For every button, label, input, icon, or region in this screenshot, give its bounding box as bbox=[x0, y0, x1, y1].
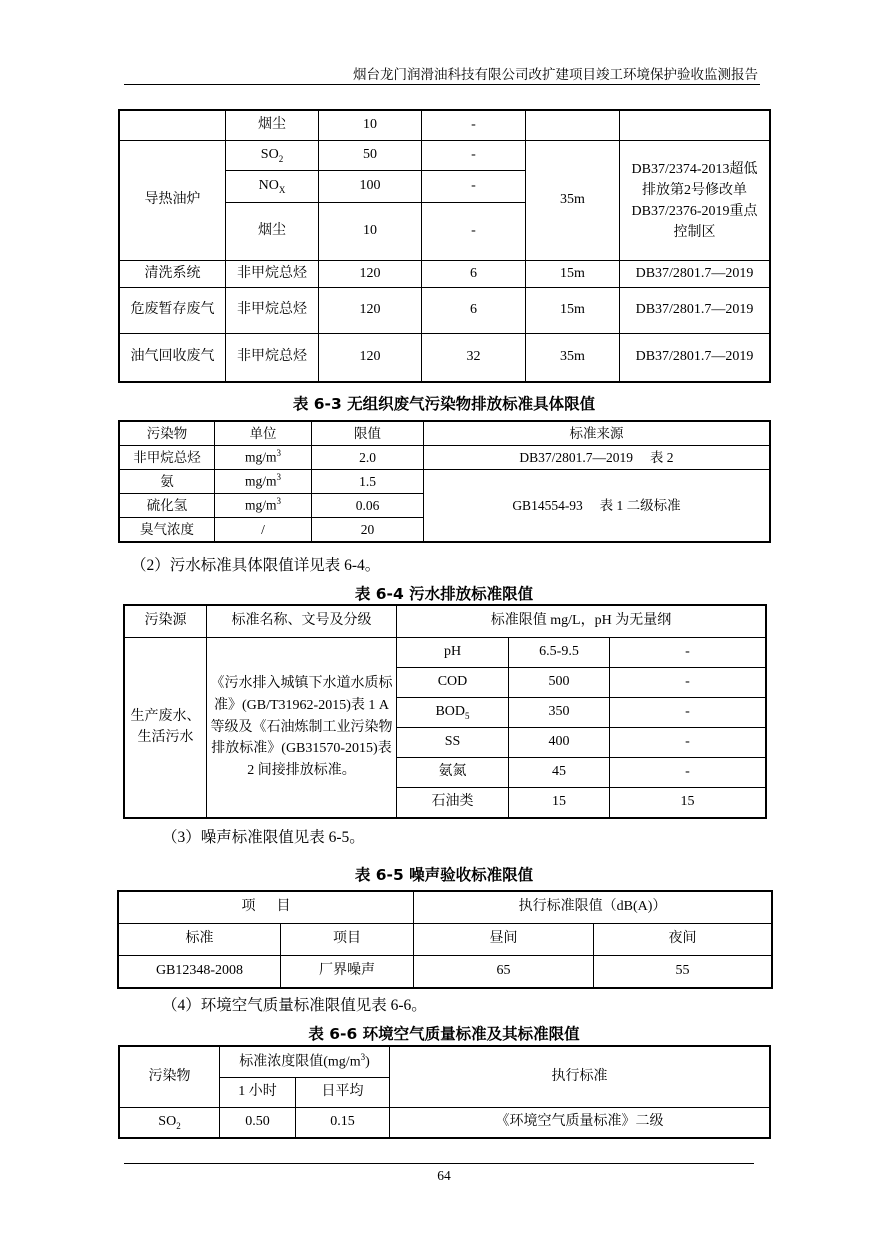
limit-cell: 100 bbox=[319, 171, 422, 203]
table-6-6-caption: 表 6-6 环境空气质量标准及其标准限值 bbox=[308, 1025, 580, 1043]
unit-cell: / bbox=[215, 518, 312, 542]
column-header: 标准 bbox=[119, 924, 281, 956]
rate-cell: 6 bbox=[422, 288, 526, 334]
table-row bbox=[120, 470, 770, 494]
pollutant-cell: 烟尘 bbox=[226, 203, 319, 261]
unit-cell: $mg/m^3$ bbox=[215, 494, 312, 518]
limit-cell: 10 bbox=[319, 203, 422, 261]
height-cell bbox=[526, 111, 620, 141]
table-header-row bbox=[125, 606, 766, 638]
column-header: 标准来源 bbox=[424, 422, 770, 446]
column-header: 项 目 bbox=[119, 892, 414, 924]
table-6-3 bbox=[119, 421, 770, 542]
pollutant-cell: 非甲烷总烃 bbox=[226, 288, 319, 334]
item-cell: pH bbox=[397, 638, 509, 668]
rate-cell: 32 bbox=[422, 334, 526, 382]
height-cell: 35m bbox=[526, 334, 620, 382]
column-header: 单位 bbox=[215, 422, 312, 446]
table-header-row bbox=[119, 924, 772, 956]
column-header: 标准限值 mg/L，pH 为无量纲 bbox=[397, 606, 766, 638]
standard-cell: DB37/2801.7—2019 bbox=[620, 261, 770, 288]
column-header: 昼间 bbox=[414, 924, 594, 956]
column-header: 日平均 bbox=[296, 1078, 390, 1108]
value-cell: - bbox=[610, 698, 766, 728]
height-cell: 35m bbox=[526, 141, 620, 261]
column-header: 限值 bbox=[312, 422, 424, 446]
limit-cell: 2.0 bbox=[312, 446, 424, 470]
pollutant-cell: 非甲烷总烃 bbox=[226, 261, 319, 288]
limit-cell: 10 bbox=[319, 111, 422, 141]
column-header: 污染源 bbox=[125, 606, 207, 638]
pollutant-cell: $SO_2$ bbox=[120, 1108, 220, 1138]
pollutant-cell: 烟尘 bbox=[226, 111, 319, 141]
night-cell: 55 bbox=[594, 956, 772, 988]
value-cell: 15 bbox=[610, 788, 766, 818]
source-cell: 导热油炉 bbox=[120, 141, 226, 261]
source-cell: 油气回收废气 bbox=[120, 334, 226, 382]
table-row bbox=[120, 446, 770, 470]
value-cell: 45 bbox=[509, 758, 610, 788]
paragraph-air-quality: （4）环境空气质量标准限值见表 6-6。 bbox=[162, 997, 427, 1014]
unit-cell: $mg/m^3$ bbox=[215, 446, 312, 470]
table-6-5 bbox=[118, 891, 772, 988]
table-6-3-caption: 表 6-3 无组织废气污染物排放标准具体限值 bbox=[292, 395, 596, 413]
item-cell: 氨氮 bbox=[397, 758, 509, 788]
table-header-row bbox=[120, 422, 770, 446]
pollutant-cell: 臭气浓度 bbox=[120, 518, 215, 542]
table-6-5-caption: 表 6-5 噪声验收标准限值 bbox=[354, 866, 534, 884]
source-cell: DB37/2801.7—2019 表 2 bbox=[424, 446, 770, 470]
value-cell: - bbox=[610, 758, 766, 788]
height-cell: 15m bbox=[526, 288, 620, 334]
item-cell: $BOD_5$ bbox=[397, 698, 509, 728]
source-cell: GB14554-93 表 1 二级标准 bbox=[424, 470, 770, 542]
column-header: 执行标准 bbox=[390, 1047, 770, 1108]
pollutant-cell: 氨 bbox=[120, 470, 215, 494]
standard-cell: DB37/2801.7—2019 bbox=[620, 288, 770, 334]
standard-cell: 《环境空气质量标准》二级 bbox=[390, 1108, 770, 1138]
source-cell: 生产废水、生活污水 bbox=[125, 638, 207, 818]
table-row bbox=[125, 638, 766, 668]
column-header: 项目 bbox=[281, 924, 414, 956]
source-cell: 清洗系统 bbox=[120, 261, 226, 288]
column-header: 1 小时 bbox=[220, 1078, 296, 1108]
value-cell: 400 bbox=[509, 728, 610, 758]
source-cell: 危废暂存废气 bbox=[120, 288, 226, 334]
column-header: 夜间 bbox=[594, 924, 772, 956]
pollutant-cell: 非甲烷总烃 bbox=[226, 334, 319, 382]
column-header: 污染物 bbox=[120, 1047, 220, 1108]
column-header: 标准名称、文号及分级 bbox=[207, 606, 397, 638]
standard-cell: DB37/2374-2013超低排放第2号修改单 DB37/2376-2019重点控制区 bbox=[620, 141, 770, 261]
limit-cell: 20 bbox=[312, 518, 424, 542]
table-row bbox=[120, 288, 770, 334]
value-cell: 6.5-9.5 bbox=[509, 638, 610, 668]
header-rule bbox=[124, 84, 760, 85]
page-header-title: 烟台龙门润滑油科技有限公司改扩建项目竣工环境保护验收监测报告 bbox=[353, 67, 758, 82]
table-header-row bbox=[120, 1047, 770, 1078]
rate-cell: - bbox=[422, 171, 526, 203]
table-6-4 bbox=[124, 605, 766, 818]
table-row bbox=[120, 111, 770, 141]
footer-rule bbox=[124, 1163, 754, 1164]
column-header: 执行标准限值（dB(A)） bbox=[414, 892, 772, 924]
table-header-row bbox=[119, 892, 772, 924]
limit-cell: 50 bbox=[319, 141, 422, 171]
day-cell: 65 bbox=[414, 956, 594, 988]
hour-cell: 0.50 bbox=[220, 1108, 296, 1138]
day-cell: 0.15 bbox=[296, 1108, 390, 1138]
table-row bbox=[119, 956, 772, 988]
value-cell: - bbox=[610, 638, 766, 668]
limit-cell: 120 bbox=[319, 288, 422, 334]
column-header: 标准浓度限值$(mg/m^3)$ bbox=[220, 1047, 390, 1078]
limit-cell: 0.06 bbox=[312, 494, 424, 518]
paragraph-noise: （3）噪声标准限值见表 6-5。 bbox=[162, 829, 365, 846]
item-cell: COD bbox=[397, 668, 509, 698]
value-cell: 350 bbox=[509, 698, 610, 728]
page-number: 64 bbox=[437, 1168, 451, 1183]
value-cell: 500 bbox=[509, 668, 610, 698]
column-header: 污染物 bbox=[120, 422, 215, 446]
limit-cell: 120 bbox=[319, 261, 422, 288]
standard-cell: DB37/2801.7—2019 bbox=[620, 334, 770, 382]
pollutant-cell: 非甲烷总烃 bbox=[120, 446, 215, 470]
limit-cell: 120 bbox=[319, 334, 422, 382]
table-row bbox=[120, 141, 770, 171]
unit-cell: $mg/m^3$ bbox=[215, 470, 312, 494]
emission-limits-table-continued bbox=[119, 110, 770, 382]
paragraph-wastewater: （2）污水标准具体限值详见表 6-4。 bbox=[131, 557, 381, 574]
table-row bbox=[120, 261, 770, 288]
rate-cell: 6 bbox=[422, 261, 526, 288]
value-cell: - bbox=[610, 728, 766, 758]
table-row bbox=[120, 1108, 770, 1138]
item-cell: SS bbox=[397, 728, 509, 758]
item-cell: 石油类 bbox=[397, 788, 509, 818]
standard-name-cell: 《污水排入城镇下水道水质标准》(GB/T31962-2015)表 1 A 等级及《石油炼制工业污染物排放标准》(GB31570-2015)表 2 间接排放标准。 bbox=[207, 638, 397, 818]
pollutant-cell: $SO_2$ bbox=[226, 141, 319, 171]
value-cell: 15 bbox=[509, 788, 610, 818]
rate-cell: - bbox=[422, 111, 526, 141]
standard-cell bbox=[620, 111, 770, 141]
source-cell bbox=[120, 111, 226, 141]
table-6-4-caption: 表 6-4 污水排放标准限值 bbox=[354, 585, 534, 603]
table-row bbox=[120, 334, 770, 382]
pollutant-cell: 硫化氢 bbox=[120, 494, 215, 518]
rate-cell: - bbox=[422, 141, 526, 171]
table-6-6 bbox=[119, 1046, 770, 1138]
standard-cell: GB12348-2008 bbox=[119, 956, 281, 988]
pollutant-cell: $NO_X$ bbox=[226, 171, 319, 203]
limit-cell: 1.5 bbox=[312, 470, 424, 494]
project-cell: 厂界噪声 bbox=[281, 956, 414, 988]
rate-cell: - bbox=[422, 203, 526, 261]
value-cell: - bbox=[610, 668, 766, 698]
height-cell: 15m bbox=[526, 261, 620, 288]
